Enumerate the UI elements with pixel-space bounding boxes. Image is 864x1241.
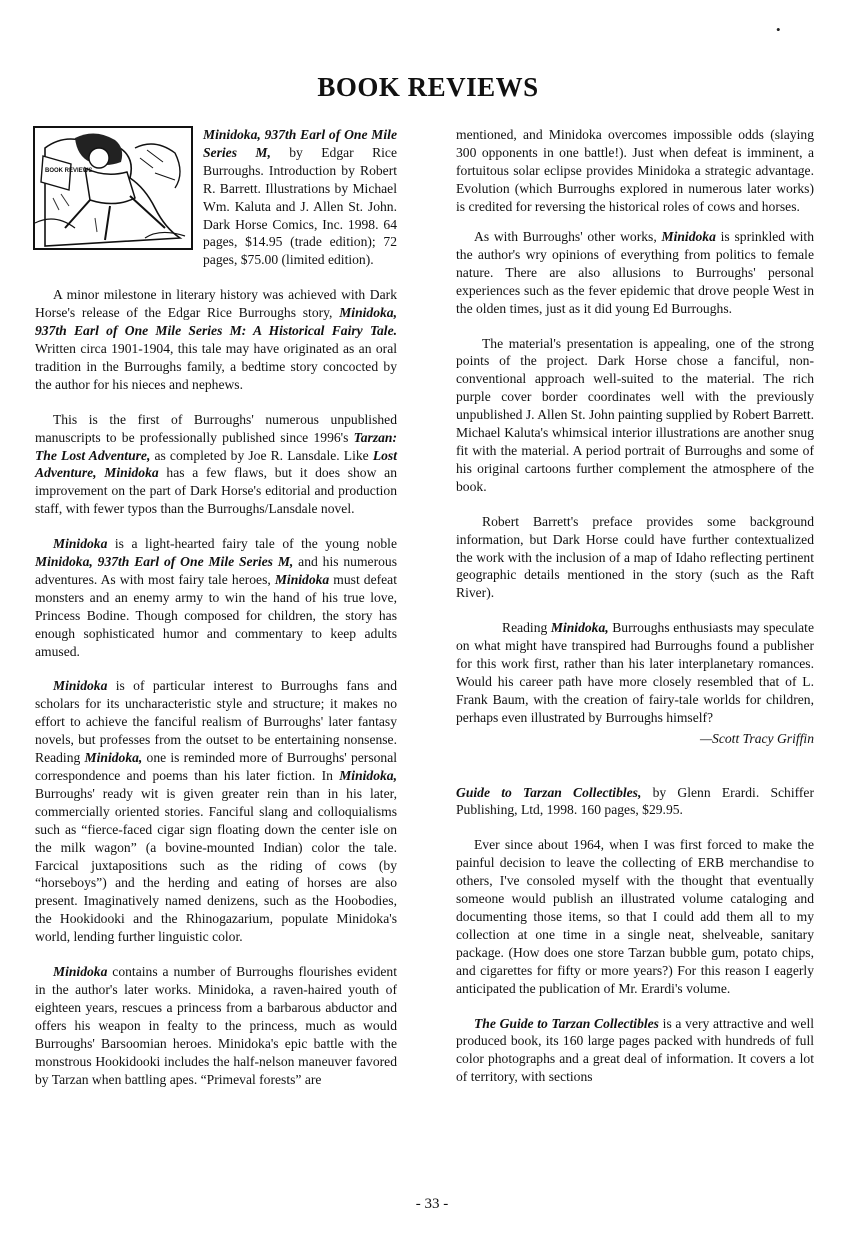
page-title: BOOK REVIEWS — [317, 72, 539, 102]
review1-paragraph-5-continued: mentioned, and Minidoka overcomes impossible odds (slaying 300 opponents in one battle!). Just when defeat is imminent, a fortuitous solar eclipse provides Minidoka a strategic advantage. Evolution (which Burroughs explored in numerous later works) is credited for reversing the historical roles of cows and horses. — [456, 127, 814, 214]
review2-citation: Guide to Tarzan Collectibles, by Glenn Erardi. Schiffer Publishing, Ltd, 1998. 160 pages, $29.95. — [456, 784, 814, 818]
book-review-illustration — [33, 126, 193, 250]
corner-mark: • — [776, 22, 781, 37]
review1-paragraph-7: The material's presentation is appealing, one of the strong points of the project. Dark Horse chose a fanciful, non-conventional approach well-suited to the material. The rich purple cover border coordinates well with the previously unpublished J. Allen St. John painting supplied by Robert Barrett. Michael Kaluta's whimsical interior illustrations are another snug fit with the material. A period portrait of Burroughs and some of his original cartoons further complement the atmosphere of the book. — [456, 335, 814, 494]
page-number: - 33 - — [415, 1196, 449, 1212]
left-column — [35, 126, 397, 1105]
review2-paragraph-1: Ever since about 1964, when I was first forced to make the painful decision to leave the collecting of ERB merchandise to others, I've consoled myself with the thought that eventually someone would publish an illustrated volume cataloging and documenting those items, so that I could add them all to my collection at one time in a single neat, shelveable, sanitary package. (How does one store Tarzan bubble gum, potato chips, and cigarettes for fifty or more years?) For this reason I eagerly anticipated the publication of Mr. Erardi's volume. — [456, 837, 814, 996]
review1-citation: Minidoka, 937th Earl of One Mile Series M, by Edgar Rice Burroughs. Introduction by Robert R. Barrett. Illustrations by Michael Wm. Kaluta and J. Allen St. John. Dark Horse Comics, Inc. 1998. 64 pages, $14.95 (trade edition); 72 pages, $75.00 (limited edition). — [203, 127, 397, 268]
review1-paragraph-5: Minidoka contains a number of Burroughs flourishes evident in the author's later works. Minidoka, a raven-haired youth of eighteen years, rescues a princess from a barbarous abductor and offers his weapon in fealty to the princess, much as would Burroughs' Barsoomian heroes. Minidoka's epic battle with the monstrous Hookidooki includes the half-nelson maneuver favored by Tarzan when battling apes. “Primeval forests” are — [35, 964, 397, 1087]
review1-paragraph-8: Robert Barrett's preface provides some background information, but Dark Horse could have further contextualized the work with the inclusion of a map of Idaho reflecting pertinent geographic details mentioned in the story (such as the Raft River). — [456, 513, 814, 601]
tarzan-reading-illustration — [35, 128, 191, 248]
review1-paragraph-6: As with Burroughs' other works, Minidoka is sprinkled with the author's wry opinions of everything from politics to female nature. There are also allusions to Burroughs' personal experiences such as the fever epidemic that drove people West in the olden times, just as it did young Ed Burroughs. — [456, 229, 815, 316]
review1-paragraph-3: Minidoka is a light-hearted fairy tale of the young noble Minidoka, 937th Earl of One Mile Series M, and his numerous adventures. As with most fairy tale heroes, Minidoka must defeat monsters and an enemy army to win the hand of his true love, Princess Bodine. Though composed for children, the story has enough sophisticated humor and commentary to keep adults amused. — [35, 536, 397, 659]
reviewer-signature: —Scott Tracy Griffin — [699, 730, 814, 746]
review1-paragraph-4: Minidoka is of particular interest to Burroughs fans and scholars for its uncharacteristic style and structure; it makes no effort to achieve the fanciful realism of Burroughs' later fantasy novels, but professes from the outset to be entertaining nonsense. Reading Minidoka, one is reminded more of Burroughs' personal correspondence and poems than his later fiction. In Minidoka, Burroughs' ready wit is given greater rein than in his later, commercially oriented stories. Fanciful slang and colloquialisms such as “fierce-faced cigar sign floating down the center isle on the milk wagon” (a bovine-mounted Indian) color the tale. Farcical juxtapositions such as the riding of cows (by “horseboys”) and the herding and eating of horses are also present. Imaginatively named denizens, such as the Hoobodies, the Hookidooki and the Rhinogazarium, populate Minidoka's world, lending further linguistic color. — [35, 678, 398, 945]
review1-paragraph-9: Reading Minidoka, Burroughs enthusiasts may speculate on what might have transpired had Burroughs found a publisher for this work first, rather than his later interplanetary romances. Would his career path have more closely resembled that of L. Frank Baum, with the creation of fairy-tale worlds for children, perhaps even illustrated by Burroughs himself? — [456, 620, 814, 725]
stamp-text: BOOK REVIEWS — [45, 168, 93, 174]
review1-paragraph-2: This is the first of Burroughs' numerous unpublished manuscripts to be professionally published since 1996's Tarzan: The Lost Adventure, as completed by Joe R. Lansdale. Like Lost Adventure, Minidoka has a few flaws, but it does show an improvement on the part of Dark Horse's editorial and production staff, with fewer typos than the Burroughs/Lansdale novel. — [35, 411, 397, 517]
review1-paragraph-1: A minor milestone in literary history was achieved with Dark Horse's release of the Edgar Rice Burroughs story, Minidoka, 937th Earl of One Mile Series M: A Historical Fairy Tale. Written circa 1901-1904, this tale may have originated as an oral tradition in the Burroughs family, a bedtime story concocted by the author for his nieces and nephews. — [35, 287, 397, 392]
review2-paragraph-2: The Guide to Tarzan Collectibles is a very attractive and well produced book, its 160 large pages packed with hundreds of full color photographs and a great deal of information. It covers a lot of territory, with sections — [456, 1015, 814, 1085]
right-column-content — [456, 126, 814, 1103]
